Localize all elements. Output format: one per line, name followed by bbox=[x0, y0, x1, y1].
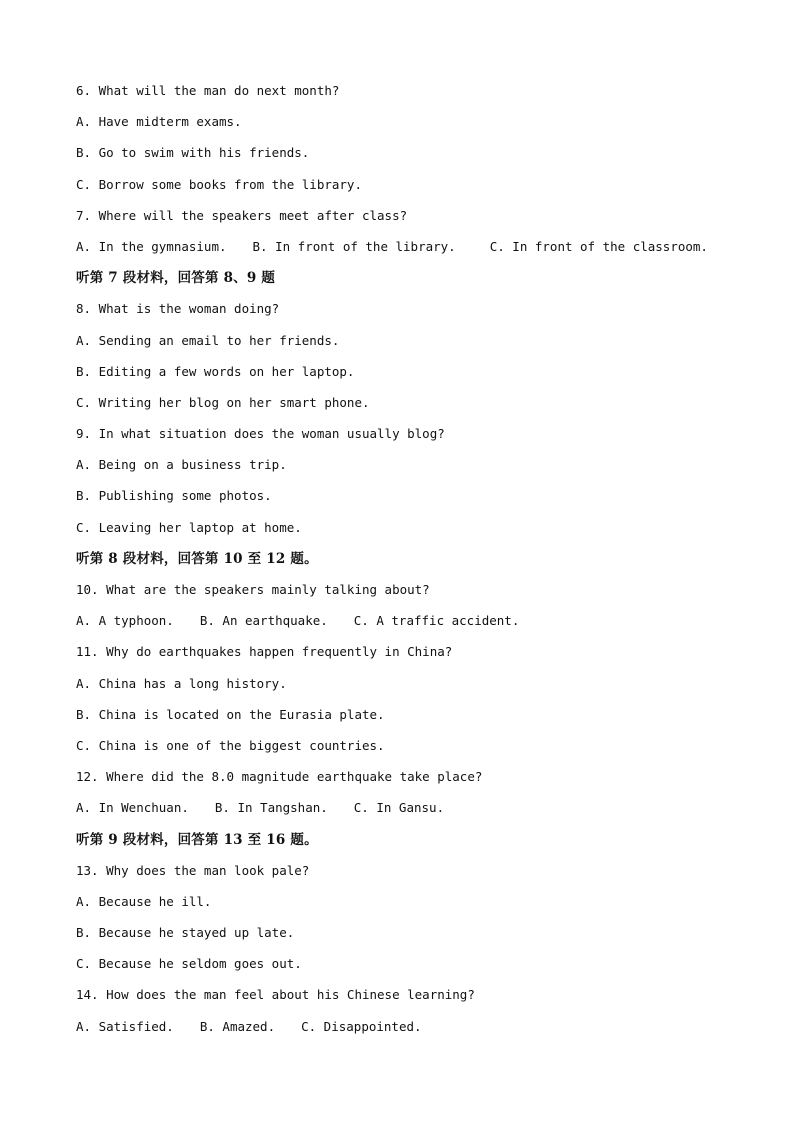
q6-option-a: A. Have midterm exams. bbox=[76, 114, 242, 130]
q8-option-c: C. Writing her blog on her smart phone. bbox=[76, 394, 370, 410]
q13-option-b: B. Because he stayed up late. bbox=[76, 925, 295, 941]
q13-option-c: C. Because he seldom goes out. bbox=[76, 956, 302, 972]
q11-option-c: C. China is one of the biggest countries. bbox=[76, 737, 385, 753]
q9-option-c: C. Leaving her laptop at home. bbox=[76, 519, 302, 535]
question-list bbox=[76, 82, 756, 1049]
q14-option-a: A. Satisfied. bbox=[76, 1018, 174, 1034]
section-9-heading: 听第 9 段材料，回答第 13 至 16 题。 bbox=[76, 831, 318, 848]
q9-option-b: B. Publishing some photos. bbox=[76, 488, 272, 504]
q14-option-c: C. Disappointed. bbox=[301, 1018, 422, 1034]
question-10: 10. What are the speakers mainly talking about? bbox=[76, 582, 430, 597]
question-8: 8. What is the woman doing? bbox=[76, 301, 280, 317]
q8-option-b: B. Editing a few words on her laptop. bbox=[76, 363, 355, 379]
q14-options bbox=[76, 1018, 756, 1049]
q12-option-a: A. In Wenchuan. bbox=[76, 800, 189, 816]
question-11: 11. Why do earthquakes happen frequently in China? bbox=[76, 644, 453, 660]
q11-option-a: A. China has a long history. bbox=[76, 675, 287, 691]
question-12: 12. Where did the 8.0 magnitude earthquake take place? bbox=[76, 769, 483, 785]
q12-options bbox=[76, 799, 756, 830]
q14-option-b: B. Amazed. bbox=[199, 1018, 276, 1034]
question-6: 6. What will the man do next month? bbox=[76, 83, 340, 98]
q10-option-b: B. An earthquake. bbox=[199, 613, 328, 629]
q7-options bbox=[76, 238, 756, 269]
q7-option-c: C. In front of the classroom. bbox=[489, 238, 708, 254]
question-9: 9. In what situation does the woman usually blog? bbox=[76, 426, 445, 442]
q6-option-c: C. Borrow some books from the library. bbox=[76, 176, 362, 192]
question-7: 7. Where will the speakers meet after class? bbox=[76, 207, 408, 223]
q12-option-b: B. In Tangshan. bbox=[214, 800, 328, 816]
section-8-heading: 听第 8 段材料，回答第 10 至 12 题。 bbox=[76, 550, 318, 567]
q13-option-a: A. Because he ill. bbox=[76, 893, 212, 909]
section-7-heading: 听第 7 段材料，回答第 8、9 题 bbox=[76, 270, 276, 287]
q7-option-a: A. In the gymnasium. bbox=[76, 238, 227, 254]
q10-option-c: C. A traffic accident. bbox=[353, 613, 520, 629]
question-14: 14. How does the man feel about his Chinese learning? bbox=[76, 987, 475, 1003]
question-13: 13. Why does the man look pale? bbox=[76, 862, 310, 878]
q11-option-b: B. China is located on the Eurasia plate. bbox=[76, 706, 385, 722]
q7-option-b: B. In front of the library. bbox=[252, 238, 456, 254]
q6-option-b: B. Go to swim with his friends. bbox=[76, 145, 310, 161]
q12-option-c: C. In Gansu. bbox=[353, 800, 445, 816]
q10-option-a: A. A typhoon. bbox=[76, 613, 174, 629]
q10-options bbox=[76, 612, 756, 643]
q9-option-a: A. Being on a business trip. bbox=[76, 457, 287, 473]
q8-option-a: A. Sending an email to her friends. bbox=[76, 332, 340, 348]
